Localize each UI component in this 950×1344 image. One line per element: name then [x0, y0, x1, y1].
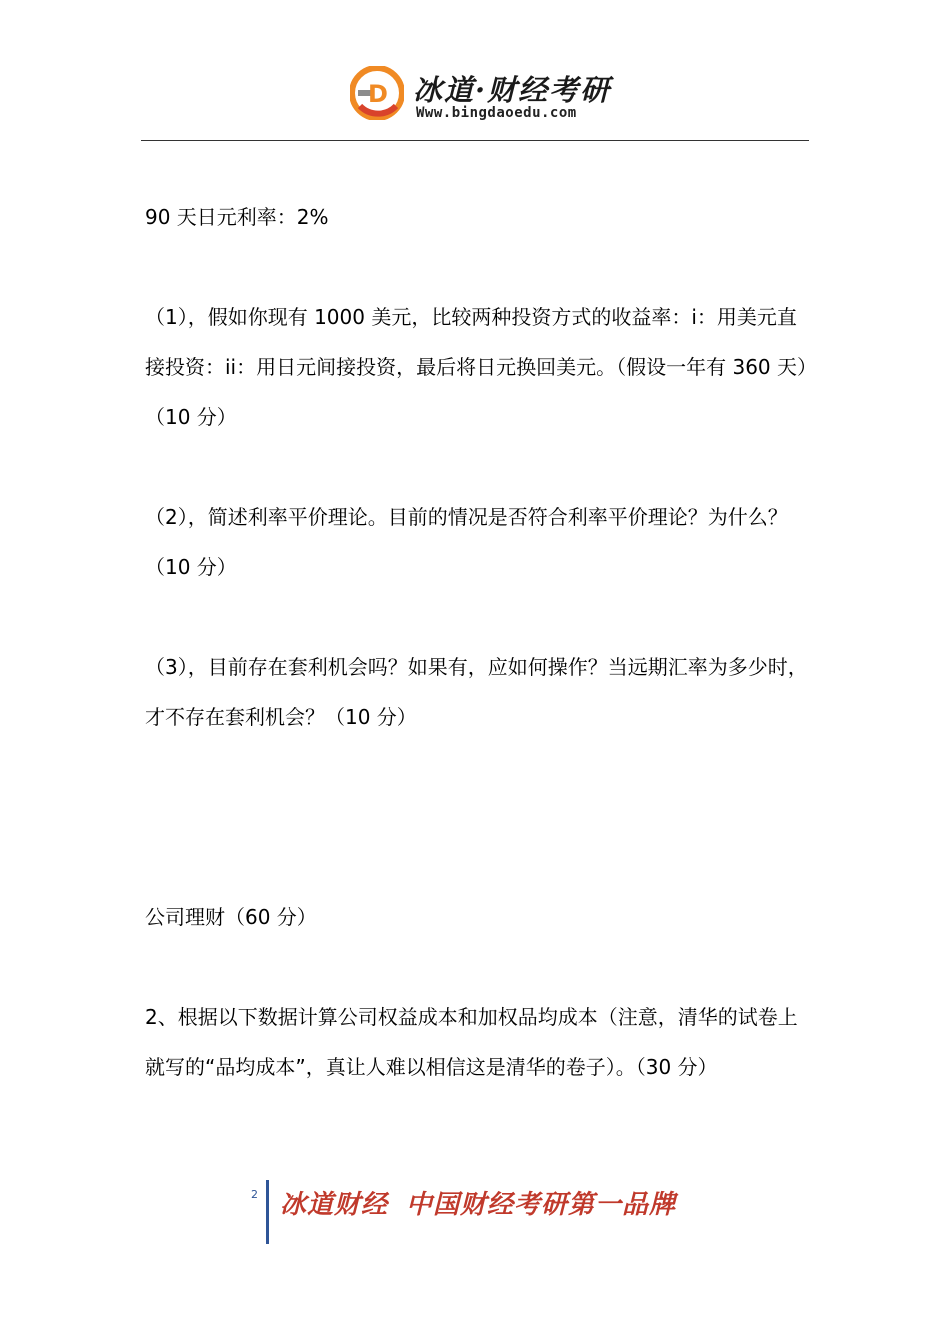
question-1: （1），假如你现有 1000 美元，比较两种投资方式的收益率：i：用美元直接投资：ii：用日元间接投资，最后将日元换回美元。（假设一年有 360 天）（10 分）: [145, 305, 808, 429]
brand-name: 冰道·财经考研: [413, 73, 612, 107]
yen-interest-rate: 90 天日元利率：2%: [145, 205, 329, 229]
page-header: [0, 0, 950, 142]
spacer: [145, 242, 809, 292]
spacer: [145, 942, 809, 992]
header-divider: [141, 140, 809, 141]
section-title-corporate-finance: 公司理财（60 分）: [145, 905, 317, 929]
spacer: [145, 442, 809, 492]
question-2: （2），简述利率平价理论。目前的情况是否符合利率平价理论？为什么？（10 分）: [145, 505, 788, 579]
spacer: [145, 592, 809, 642]
footer-divider: [266, 1180, 269, 1244]
brand-url: Www.bingdaoedu.com: [416, 105, 577, 121]
spacer: [145, 742, 809, 892]
logo-icon: [350, 66, 404, 120]
svg-text:D: D: [368, 80, 388, 108]
document-body: [145, 192, 809, 1092]
question-2-cost-of-capital: 2、根据以下数据计算公司权益成本和加权品均成本（注意，清华的试卷上就写的“品均成本”，真让人难以相信这是清华的卷子）。（30 分）: [145, 1005, 798, 1079]
footer-slogan: [280, 1184, 676, 1221]
footer-slogan-right: 中国财经考研第一品牌: [406, 1190, 677, 1220]
question-3: （3），目前存在套利机会吗？如果有，应如何操作？当远期汇率为多少时，才不存在套利机会？（10 分）: [145, 655, 808, 729]
footer-slogan-left: 冰道财经: [280, 1190, 389, 1220]
page-number: 2: [251, 1188, 258, 1201]
